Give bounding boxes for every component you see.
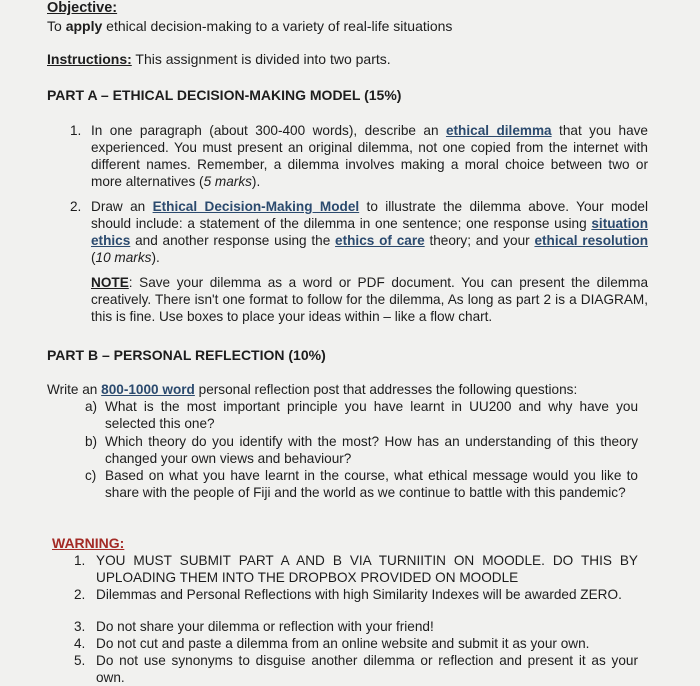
part-a-title: PART A – ETHICAL DECISION-MAKING MODEL (15%) <box>47 87 402 103</box>
part-b-intro <box>47 381 647 398</box>
item-text <box>91 122 648 190</box>
intro-text-part: personal reflection post that addresses the following questions: <box>194 382 578 397</box>
part-b-title: PART B – PERSONAL REFLECTION (10%) <box>47 347 326 363</box>
ethical-resolution-term: ethical resolution <box>534 233 648 248</box>
warning-number: 3. <box>74 619 86 634</box>
question-text: Which theory do you identify with the most? How has an understanding of this theory changed your own views and behaviour? <box>105 434 638 466</box>
question-label: c) <box>85 468 97 483</box>
instructions-line <box>47 51 391 68</box>
item-text-part: theory; and your <box>424 233 535 248</box>
item-number: 2. <box>70 199 82 214</box>
warning-number: 1. <box>74 553 86 568</box>
instructions-label: Instructions: <box>47 51 132 67</box>
question-text: What is the most important principle you have learnt in UU200 and why have you selected this one? <box>105 399 638 431</box>
item-number: 1. <box>70 123 82 138</box>
warning-number: 4. <box>74 636 86 651</box>
note-text: : Save your dilemma as a word or PDF document. You can present the dilemma creatively. There isn't one format to follow for the dilemma, As long as part 2 is a DIAGRAM, this is fine. Use boxes to place your ideas within – like a flow chart. <box>91 275 648 324</box>
question-label: b) <box>85 434 98 449</box>
objective-line <box>47 18 452 35</box>
item-text-part: and another response using the <box>130 233 336 248</box>
item-text-part: to illustrate the dilemma above. Your model should include: a statement of the dilemma in one sentence; one response using <box>91 199 649 231</box>
question-text: Based on what you have learnt in the course, what ethical message would you like to share with the people of Fiji and the world as we continue to battle with this pandemic? <box>105 468 638 500</box>
item-text <box>91 198 648 266</box>
word-count-term: 800-1000 word <box>101 382 195 397</box>
ethics-of-care-term: ethics of care <box>335 233 425 248</box>
instructions-text: This assignment is divided into two parts. <box>131 51 391 67</box>
item-text-part: Draw an <box>91 199 153 214</box>
marks-text: 10 marks <box>95 250 152 265</box>
objective-bold: apply <box>65 18 103 34</box>
warning-text: Do not share your dilemma or reflection with your friend! <box>96 619 434 634</box>
question-label: a) <box>85 399 98 414</box>
decision-model-term: Ethical Decision-Making Model <box>152 199 360 214</box>
warning-text: YOU MUST SUBMIT PART A AND B VIA TURNIITIN ON MOODLE. DO THIS BY UPLOADING THEM INTO THE DROPBOX PROVIDED ON MOODLE <box>96 553 638 585</box>
item-text-part: ). <box>151 250 160 265</box>
warning-number: 2. <box>74 587 86 602</box>
warning-text: Do not cut and paste a dilemma from an online website and submit it as your own. <box>96 636 590 651</box>
objective-prefix: To <box>47 18 66 34</box>
item-text-part: ). <box>251 174 261 189</box>
note-paragraph <box>91 274 648 325</box>
note-label: NOTE <box>91 275 129 290</box>
item-text-part: In one paragraph (about 300-400 words), describe an <box>91 123 446 138</box>
objective-rest: ethical decision-making to a variety of real-life situations <box>102 18 453 34</box>
objective-heading: Objective: <box>47 0 118 16</box>
warning-number: 5. <box>74 653 86 668</box>
intro-text-part: Write an <box>47 382 102 397</box>
marks-text: 5 marks <box>203 174 252 189</box>
item-text-part: ( <box>91 250 96 265</box>
item-text-part: that you have experienced. You must present an original dilemma, not one copied from the internet with different names. Remember, a dilemma involves making a moral choice between two or more alternatives ( <box>91 123 648 189</box>
warning-text: Dilemmas and Personal Reflections with high Similarity Indexes will be awarded ZERO. <box>96 587 622 602</box>
warning-heading: WARNING: <box>52 535 125 551</box>
warning-text: Do not use synonyms to disguise another dilemma or reflection and present it as your own. <box>96 653 638 685</box>
ethical-dilemma-term: ethical dilemma <box>445 123 552 138</box>
situation-ethics-term: situation ethics <box>91 216 648 248</box>
